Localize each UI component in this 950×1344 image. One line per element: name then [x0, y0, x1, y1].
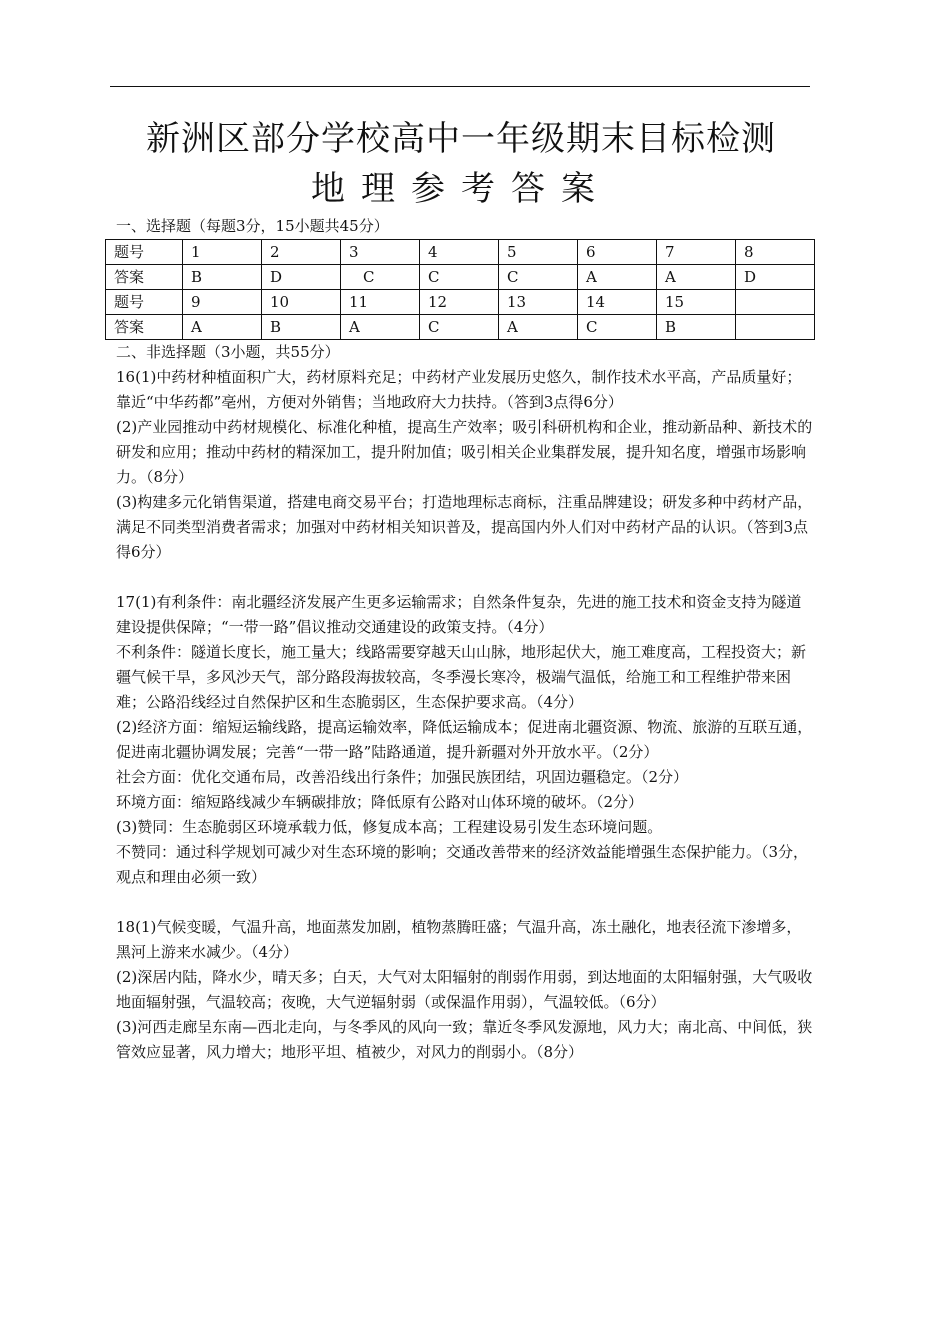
table-cell: D	[736, 265, 815, 290]
table-cell: 答案	[106, 315, 183, 340]
table-cell: 答案	[106, 265, 183, 290]
table-cell: 14	[578, 290, 657, 315]
q17-part2-economic: (2)经济方面：缩短运输线路，提高运输效率，降低运输成本；促进南北疆资源、物流、旅游的互联互通，促进南北疆协调发展；完善“一带一路”陆路通道，提升新疆对外开放水平。（2分）	[116, 718, 813, 761]
table-cell: 题号	[106, 240, 183, 265]
table-cell: 6	[578, 240, 657, 265]
table-cell: 15	[657, 290, 736, 315]
q16-part3: (3)构建多元化销售渠道，搭建电商交易平台；打造地理标志商标，注重品牌建设；研发多种中药材产品，满足不同类型消费者需求；加强对中药材相关知识普及，提高国内外人们对中药材产品的认识。（答到3点得6分）	[116, 493, 813, 561]
table-cell: 10	[262, 290, 341, 315]
table-cell: A	[578, 265, 657, 290]
table-cell: 3	[341, 240, 420, 265]
q17-part3-agree: (3)赞同：生态脆弱区环境承载力低，修复成本高；工程建设易引发生态环境问题。	[116, 818, 663, 836]
table-cell: B	[183, 265, 262, 290]
q18-part1: 18(1)气候变暖，气温升高，地面蒸发加剧，植物蒸腾旺盛；气温升高，冻土融化，地表径流下渗增多，黑河上游来水减少。（4分）	[116, 918, 802, 961]
table-cell: B	[262, 315, 341, 340]
q18-part3: (3)河西走廊呈东南—西北走向，与冬季风的风向一致；靠近冬季风发源地，风力大；南北高、中间低，狭管效应显著，风力增大；地形平坦、植被少，对风力的削弱小。（8分）	[116, 1018, 813, 1061]
section2-heading: 二、非选择题（3小题，共55分）	[116, 343, 340, 361]
table-cell: A	[657, 265, 736, 290]
section1-heading: 一、选择题（每题3分，15小题共45分）	[116, 217, 389, 235]
q17-part2-environment: 环境方面：缩短路线减少车辆碳排放；降低原有公路对山体环境的破坏。（2分）	[116, 793, 644, 811]
spacer	[116, 890, 816, 915]
table-cell: A	[341, 315, 420, 340]
table-cell: 9	[183, 290, 262, 315]
page-subtitle: 地理参考答案	[311, 169, 611, 209]
q18-part2: (2)深居内陆，降水少，晴天多；白天，大气对太阳辐射的削弱作用弱，到达地面的太阳辐射强，大气吸收地面辐射强，气温较高；夜晚，大气逆辐射弱（或保温作用弱），气温较低。（6分）	[116, 968, 813, 1011]
header-rule	[110, 86, 810, 87]
table-cell: 题号	[106, 290, 183, 315]
q17-part1-favorable: 17(1)有利条件：南北疆经济发展产生更多运输需求；自然条件复杂，先进的施工技术和资金支持为隧道建设提供保障；“一带一路”倡议推动交通建设的政策支持。（4分）	[116, 593, 802, 636]
q16-part1: 16(1)中药材种植面积广大，药材原料充足；中药材产业发展历史悠久，制作技术水平高，产品质量好；靠近“中华药都”亳州，方便对外销售；当地政府大力扶持。（答到3点得6分）	[116, 368, 802, 411]
q16-part2: (2)产业园推动中药材规模化、标准化种植，提高生产效率；吸引科研机构和企业，推动新品种、新技术的研发和应用；推动中药材的精深加工，提升附加值；吸引相关企业集群发展，提升知名度，增强市场影响力。（8分）	[116, 418, 813, 486]
table-cell: A	[183, 315, 262, 340]
spacer	[116, 565, 816, 590]
table-cell: 12	[420, 290, 499, 315]
page-title: 新洲区部分学校高中一年级期末目标检测	[146, 119, 776, 159]
q17-part3-disagree: 不赞同：通过科学规划可减少对生态环境的影响；交通改善带来的经济效益能增强生态保护能力。（3分，观点和理由必须一致）	[116, 843, 809, 886]
table-cell: 13	[499, 290, 578, 315]
table-cell	[736, 315, 815, 340]
table-cell: C	[578, 315, 657, 340]
table-cell: C	[420, 315, 499, 340]
table-cell	[736, 290, 815, 315]
table-row	[106, 265, 815, 290]
table-cell: A	[499, 315, 578, 340]
table-cell: 11	[341, 290, 420, 315]
answer-content	[116, 214, 816, 1065]
q17-part1-unfavorable: 不利条件：隧道长度长，施工量大；线路需要穿越天山山脉，地形起伏大，施工难度高，工程投资大；新疆气候干旱，多风沙天气，部分路段海拔较高，冬季漫长寒冷，极端气温低，给施工和工程维护带来困难；公路沿线经过自然保护区和生态脆弱区，生态保护要求高。（4分）	[116, 643, 807, 711]
table-cell: 5	[499, 240, 578, 265]
table-cell: D	[262, 265, 341, 290]
table-cell: C	[341, 265, 420, 290]
choice-answer-table	[105, 239, 815, 340]
table-cell: 2	[262, 240, 341, 265]
table-cell: 4	[420, 240, 499, 265]
table-cell: C	[420, 265, 499, 290]
q17-part2-social: 社会方面：优化交通布局，改善沿线出行条件；加强民族团结，巩固边疆稳定。（2分）	[116, 768, 689, 786]
table-row	[106, 290, 815, 315]
table-cell: 7	[657, 240, 736, 265]
table-cell: 1	[183, 240, 262, 265]
table-row	[106, 240, 815, 265]
table-row	[106, 315, 815, 340]
table-cell: 8	[736, 240, 815, 265]
table-cell: C	[499, 265, 578, 290]
table-cell: B	[657, 315, 736, 340]
